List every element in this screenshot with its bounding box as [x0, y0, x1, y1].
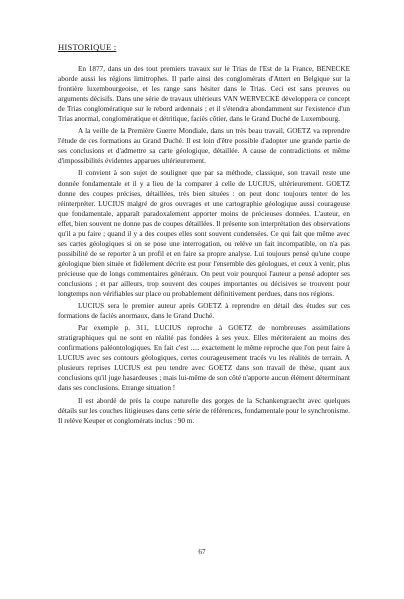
body-text — [58, 64, 350, 428]
paragraph-4: LUCIUS sera le premier auteur après GOETZ à reprendre en détail des études sur ces formations de faciès anormaux, dans le Grand Duché. — [58, 302, 350, 321]
paragraph-1: En 1877, dans un des tout premiers travaux sur le Trias de l'Est de la France, BENECKE aborde aussi les régions limitrophes. Il parle ainsi des conglomérats d'Attert en Belgique sur la frontière luxembourgeoise, et les range sans hésiter dans le Trias. Ceci est sans preuves ou arguments décisifs. Dans une série de travaux ultérieurs VAN WERVECKE développera ce concept de Trias conglomératique sur le rebord ardennais ; et il s'étendra abondamment sur l'existence d'un Trias anormal, conglomératique et détritique, faciès côtier, dans le Grand Duché de Luxembourg. — [58, 65, 350, 124]
paragraph-2: A la veille de la Première Guerre Mondiale, dans un très beau travail, GOETZ va reprendre l'étude de ces formations au Grand Duché. Il est loin d'être possible d'adopter une grande partie de ses conclusions et d'admettre sa carte géologique, détaillée. A cause de contradictions et même d'impossibilités évidentes apparues ultérieurement. — [58, 127, 350, 166]
paragraph-5: Par exemple p. 311, LUCIUS reproche à GOETZ de nombreuses assimilations stratigraphiques qui ne sont en réalité pas fondées à ses yeux. Elles mériteraient au moins des confirmations paléontologiques. En fait c'est ..... exactement le même reproche que l'on peut faire à LUCIUS avec ses contours géologiques, certes courageusement tracés vu les réalités de terrain. A plusieurs reprises LUCIUS est peu tendre avec GOETZ dans son travail de thèse, quant aux conclusions qu'il juge hasardeuses ; mais lui-même de son côté n'apporte aucun élément déterminant dans ses conclusions. Etrange situation ! — [58, 324, 350, 393]
paragraph-3: Il convient à son sujet de souligner que par sa méthode, classique, son travail reste une donnée fondamentale et il y a lieu de la comparer à celle de LUCIUS, ultérieurement. GOETZ donne des coupes précises, détaillées, très bien situées : on peut donc toujours tenter de les réinterpréter. LUCIUS malgré de gros ouvrages et une cartographie géologique aussi courageuse que fondamentale, apparaît paradoxalement apporter moins de précieuses données. L'auteur, en effet, bien souvent ne donne pas de coupes détaillées. Il présente son interprétation des observations qu'il a pu faire ; quand il y a des coupes elles sont souvent condensées. Ce qui fait que même avec ses cartes géologiques si on se pose une interrogation, ou relève un fait incompatible, on n'a pas possibilité de se reporter à un profil et en faire sa propre analyse. Lui toujours pensé qu'une coupe géologique bien située et fidèlement décrite est pour l'ensemble des géologues, et ceux à venir, plus précieuse que de longs commentaires généraux. On peut voir pourquoi l'auteur a pensé adopter ses conclusions ; et par ailleurs, trop souvent des coupes importantes ou décisives se trouvent pour longtemps non vérifiables sur place ou probablement définitivement perdues, dans nos régions. — [58, 169, 350, 299]
page-number: 67 — [198, 548, 206, 556]
paragraph-6: Il est abordé de près la coupe naturelle des gorges de la Schankengraecht avec quelques détails sur les couches litigieuses dans cette série de références, fondamentale pour le synchronisme. Il relève Keuper et conglomérats inclus : 90 m. — [58, 396, 350, 425]
section-heading: HISTORIQUE : — [58, 42, 117, 52]
